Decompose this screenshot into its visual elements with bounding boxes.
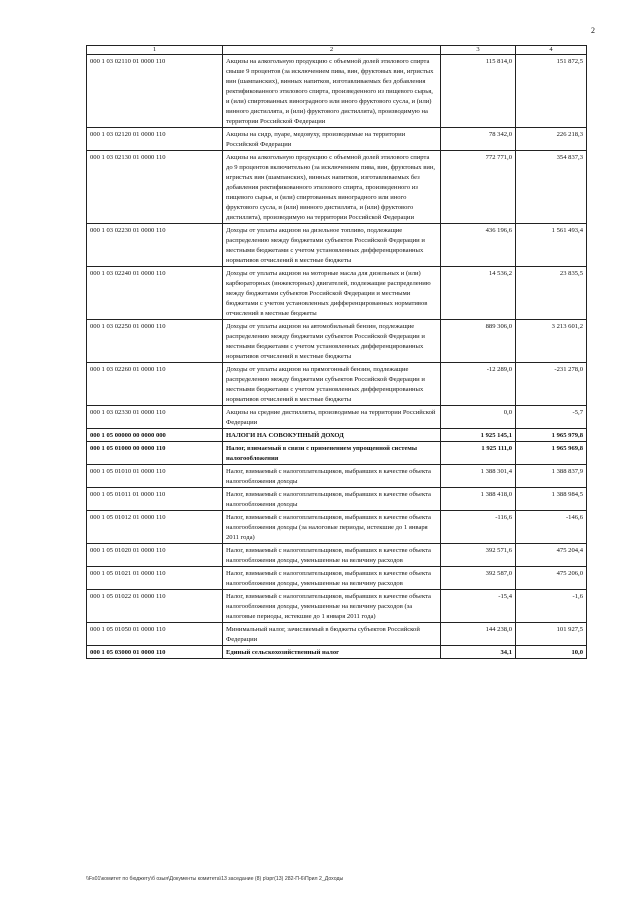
row-name: Акцизы на средние дистилляты, производимые на территории Российской Федерации: [223, 406, 441, 429]
row-code: 000 1 05 01021 01 0000 110: [87, 567, 223, 590]
row-code: 000 1 05 01050 01 0000 110: [87, 623, 223, 646]
row-code: 000 1 03 02120 01 0000 110: [87, 128, 223, 151]
row-value-col3: 115 814,0: [441, 55, 516, 128]
row-value-col4: 354 837,3: [516, 151, 587, 224]
row-code: 000 1 03 02250 01 0000 110: [87, 320, 223, 363]
row-code: 000 1 03 02130 01 0000 110: [87, 151, 223, 224]
table-row: [87, 406, 587, 429]
row-value-col4: 151 872,5: [516, 55, 587, 128]
row-name: Налог, взимаемый с налогоплательщиков, выбравших в качестве объекта налогообложения доходы: [223, 465, 441, 488]
row-value-col3: 772 771,0: [441, 151, 516, 224]
row-value-col3: 34,1: [441, 646, 516, 659]
row-code: 000 1 05 01010 01 0000 110: [87, 465, 223, 488]
row-name: Налог, взимаемый с налогоплательщиков, выбравших в качестве объекта налогообложения доходы: [223, 488, 441, 511]
row-value-col4: 475 204,4: [516, 544, 587, 567]
table-row: [87, 429, 587, 442]
row-value-col3: 1 925 145,1: [441, 429, 516, 442]
row-value-col4: -146,6: [516, 511, 587, 544]
header-col-2: 2: [223, 46, 441, 55]
row-value-col4: 1 388 837,9: [516, 465, 587, 488]
row-name: Доходы от уплаты акцизов на прямогонный бензин, подлежащие распределению между бюджетами субъектов Российской Федерации и местными бюджетами с учетом установленных дифференцированных нормативов отчислений в местные бюджеты: [223, 363, 441, 406]
table-row: [87, 590, 587, 623]
row-name: Доходы от уплаты акцизов на автомобильный бензин, подлежащие распределению между бюджетами субъектов Российской Федерации и местными бюджетами с учетом установленных дифференцированных нормативов отчислений в местные бюджеты: [223, 320, 441, 363]
header-col-3: 3: [441, 46, 516, 55]
row-value-col3: -15,4: [441, 590, 516, 623]
row-name: Минимальный налог, зачисляемый в бюджеты субъектов Российской Федерации: [223, 623, 441, 646]
revenue-table: [86, 45, 587, 659]
row-value-col3: 1 925 111,0: [441, 442, 516, 465]
row-value-col4: -231 278,0: [516, 363, 587, 406]
row-value-col4: 23 835,5: [516, 267, 587, 320]
row-code: 000 1 03 02330 01 0000 110: [87, 406, 223, 429]
row-value-col3: 0,0: [441, 406, 516, 429]
row-value-col4: 1 388 984,5: [516, 488, 587, 511]
row-code: 000 1 03 02260 01 0000 110: [87, 363, 223, 406]
table-row: [87, 623, 587, 646]
row-name: Акцизы на алкогольную продукцию с объемной долей этилового спирта до 9 процентов включительно (за исключением пива, вин, фруктовых вин, игристых вин (шампанских), винных напитков, изготавливаемых без добавления ректификованного этилового спирта, произведенного из пищевого сырья, и (или) спиртованных виноградного или иного фруктового сусла, и (или) винного дистиллята, и (или) фруктового дистиллята), производимую на территории Российской Федерации: [223, 151, 441, 224]
row-value-col3: -116,6: [441, 511, 516, 544]
row-value-col4: -1,6: [516, 590, 587, 623]
row-value-col3: 392 587,0: [441, 567, 516, 590]
row-name: Акцизы на алкогольную продукцию с объемной долей этилового спирта свыше 9 процентов (за исключением пива, вин, фруктовых вин, игристых вин (шампанских), винных напитков, изготавливаемых без добавления ректификованного этилового спирта, произведенного из пищевого сырья, и (или) спиртованных виноградного или иного фруктового сусла, и (или) винного дистиллята, и (или) фруктового дистиллята), производимую на территории Российской Федерации: [223, 55, 441, 128]
row-value-col3: 78 342,0: [441, 128, 516, 151]
table-row: [87, 267, 587, 320]
table-row: [87, 151, 587, 224]
row-value-col4: 226 218,3: [516, 128, 587, 151]
row-value-col3: 392 571,6: [441, 544, 516, 567]
row-code: 000 1 05 01012 01 0000 110: [87, 511, 223, 544]
row-value-col3: 436 196,6: [441, 224, 516, 267]
row-value-col4: 1 561 493,4: [516, 224, 587, 267]
row-name: Налог, взимаемый с налогоплательщиков, выбравших в качестве объекта налогообложения доходы, уменьшенные на величину расходов: [223, 544, 441, 567]
row-code: 000 1 03 02230 01 0000 110: [87, 224, 223, 267]
table-row: [87, 465, 587, 488]
row-name: Налог, взимаемый с налогоплательщиков, выбравших в качестве объекта налогообложения доходы, уменьшенные на величину расходов (за налоговые периоды, истекшие до 1 января 2011 года): [223, 590, 441, 623]
row-value-col4: 10,0: [516, 646, 587, 659]
row-code: 000 1 05 00000 00 0000 000: [87, 429, 223, 442]
table-row: [87, 128, 587, 151]
row-name: Акцизы на сидр, пуаре, медовуху, производимые на территории Российской Федерации: [223, 128, 441, 151]
row-code: 000 1 05 01020 01 0000 110: [87, 544, 223, 567]
page-number: 2: [591, 26, 595, 35]
row-value-col4: 475 206,0: [516, 567, 587, 590]
table-row: [87, 488, 587, 511]
row-name: Доходы от уплаты акцизов на дизельное топливо, подлежащие распределению между бюджетами субъектов Российской Федерации и местными бюджетами с учетом установленных дифференцированных нормативов отчислений в местные бюджеты: [223, 224, 441, 267]
row-code: 000 1 05 01011 01 0000 110: [87, 488, 223, 511]
row-code: 000 1 03 02240 01 0000 110: [87, 267, 223, 320]
row-name: Налог, взимаемый с налогоплательщиков, выбравших в качестве объекта налогообложения доходы (за налоговые периоды, истекшие до 1 января 2011 года): [223, 511, 441, 544]
row-name: Единый сельскохозяйственный налог: [223, 646, 441, 659]
row-code: 000 1 03 02110 01 0000 110: [87, 55, 223, 128]
table-row: [87, 567, 587, 590]
row-value-col4: 1 965 979,8: [516, 429, 587, 442]
table-row: [87, 224, 587, 267]
row-value-col4: 1 965 969,8: [516, 442, 587, 465]
row-code: 000 1 05 01022 01 0000 110: [87, 590, 223, 623]
row-value-col3: -12 289,0: [441, 363, 516, 406]
table-row: [87, 55, 587, 128]
row-name: НАЛОГИ НА СОВОКУПНЫЙ ДОХОД: [223, 429, 441, 442]
row-code: 000 1 05 01000 00 0000 110: [87, 442, 223, 465]
row-name: Налог, взимаемый с налогоплательщиков, выбравших в качестве объекта налогообложения доходы, уменьшенные на величину расходов: [223, 567, 441, 590]
row-name: Доходы от уплаты акцизов на моторные масла для дизельных и (или) карбюраторных (инжекторных) двигателей, подлежащие распределению между бюджетами субъектов Российской Федерации и местными бюджетами с учетом установленных дифференцированных нормативов отчислений в местные бюджеты: [223, 267, 441, 320]
row-value-col4: 101 927,5: [516, 623, 587, 646]
table-row: [87, 511, 587, 544]
header-col-1: 1: [87, 46, 223, 55]
row-value-col4: 3 213 601,2: [516, 320, 587, 363]
row-value-col3: 1 388 301,4: [441, 465, 516, 488]
table-row: [87, 544, 587, 567]
row-value-col3: 14 536,2: [441, 267, 516, 320]
row-name: Налог, взимаемый в связи с применением упрощенной системы налогообложения: [223, 442, 441, 465]
header-col-4: 4: [516, 46, 587, 55]
row-value-col4: -5,7: [516, 406, 587, 429]
row-value-col3: 889 306,0: [441, 320, 516, 363]
table-row: [87, 320, 587, 363]
table-header-row: [87, 46, 587, 55]
file-path-footer: \\Fs01\комитет по бюджету\б озыя\Документы комитета\13 заседание (8) р\зрг(13) 282-П-6\Прил 2_Доходы: [86, 876, 344, 882]
table-row: [87, 442, 587, 465]
table-row: [87, 646, 587, 659]
row-value-col3: 144 238,0: [441, 623, 516, 646]
row-code: 000 1 05 03000 01 0000 110: [87, 646, 223, 659]
table-row: [87, 363, 587, 406]
row-value-col3: 1 388 418,0: [441, 488, 516, 511]
